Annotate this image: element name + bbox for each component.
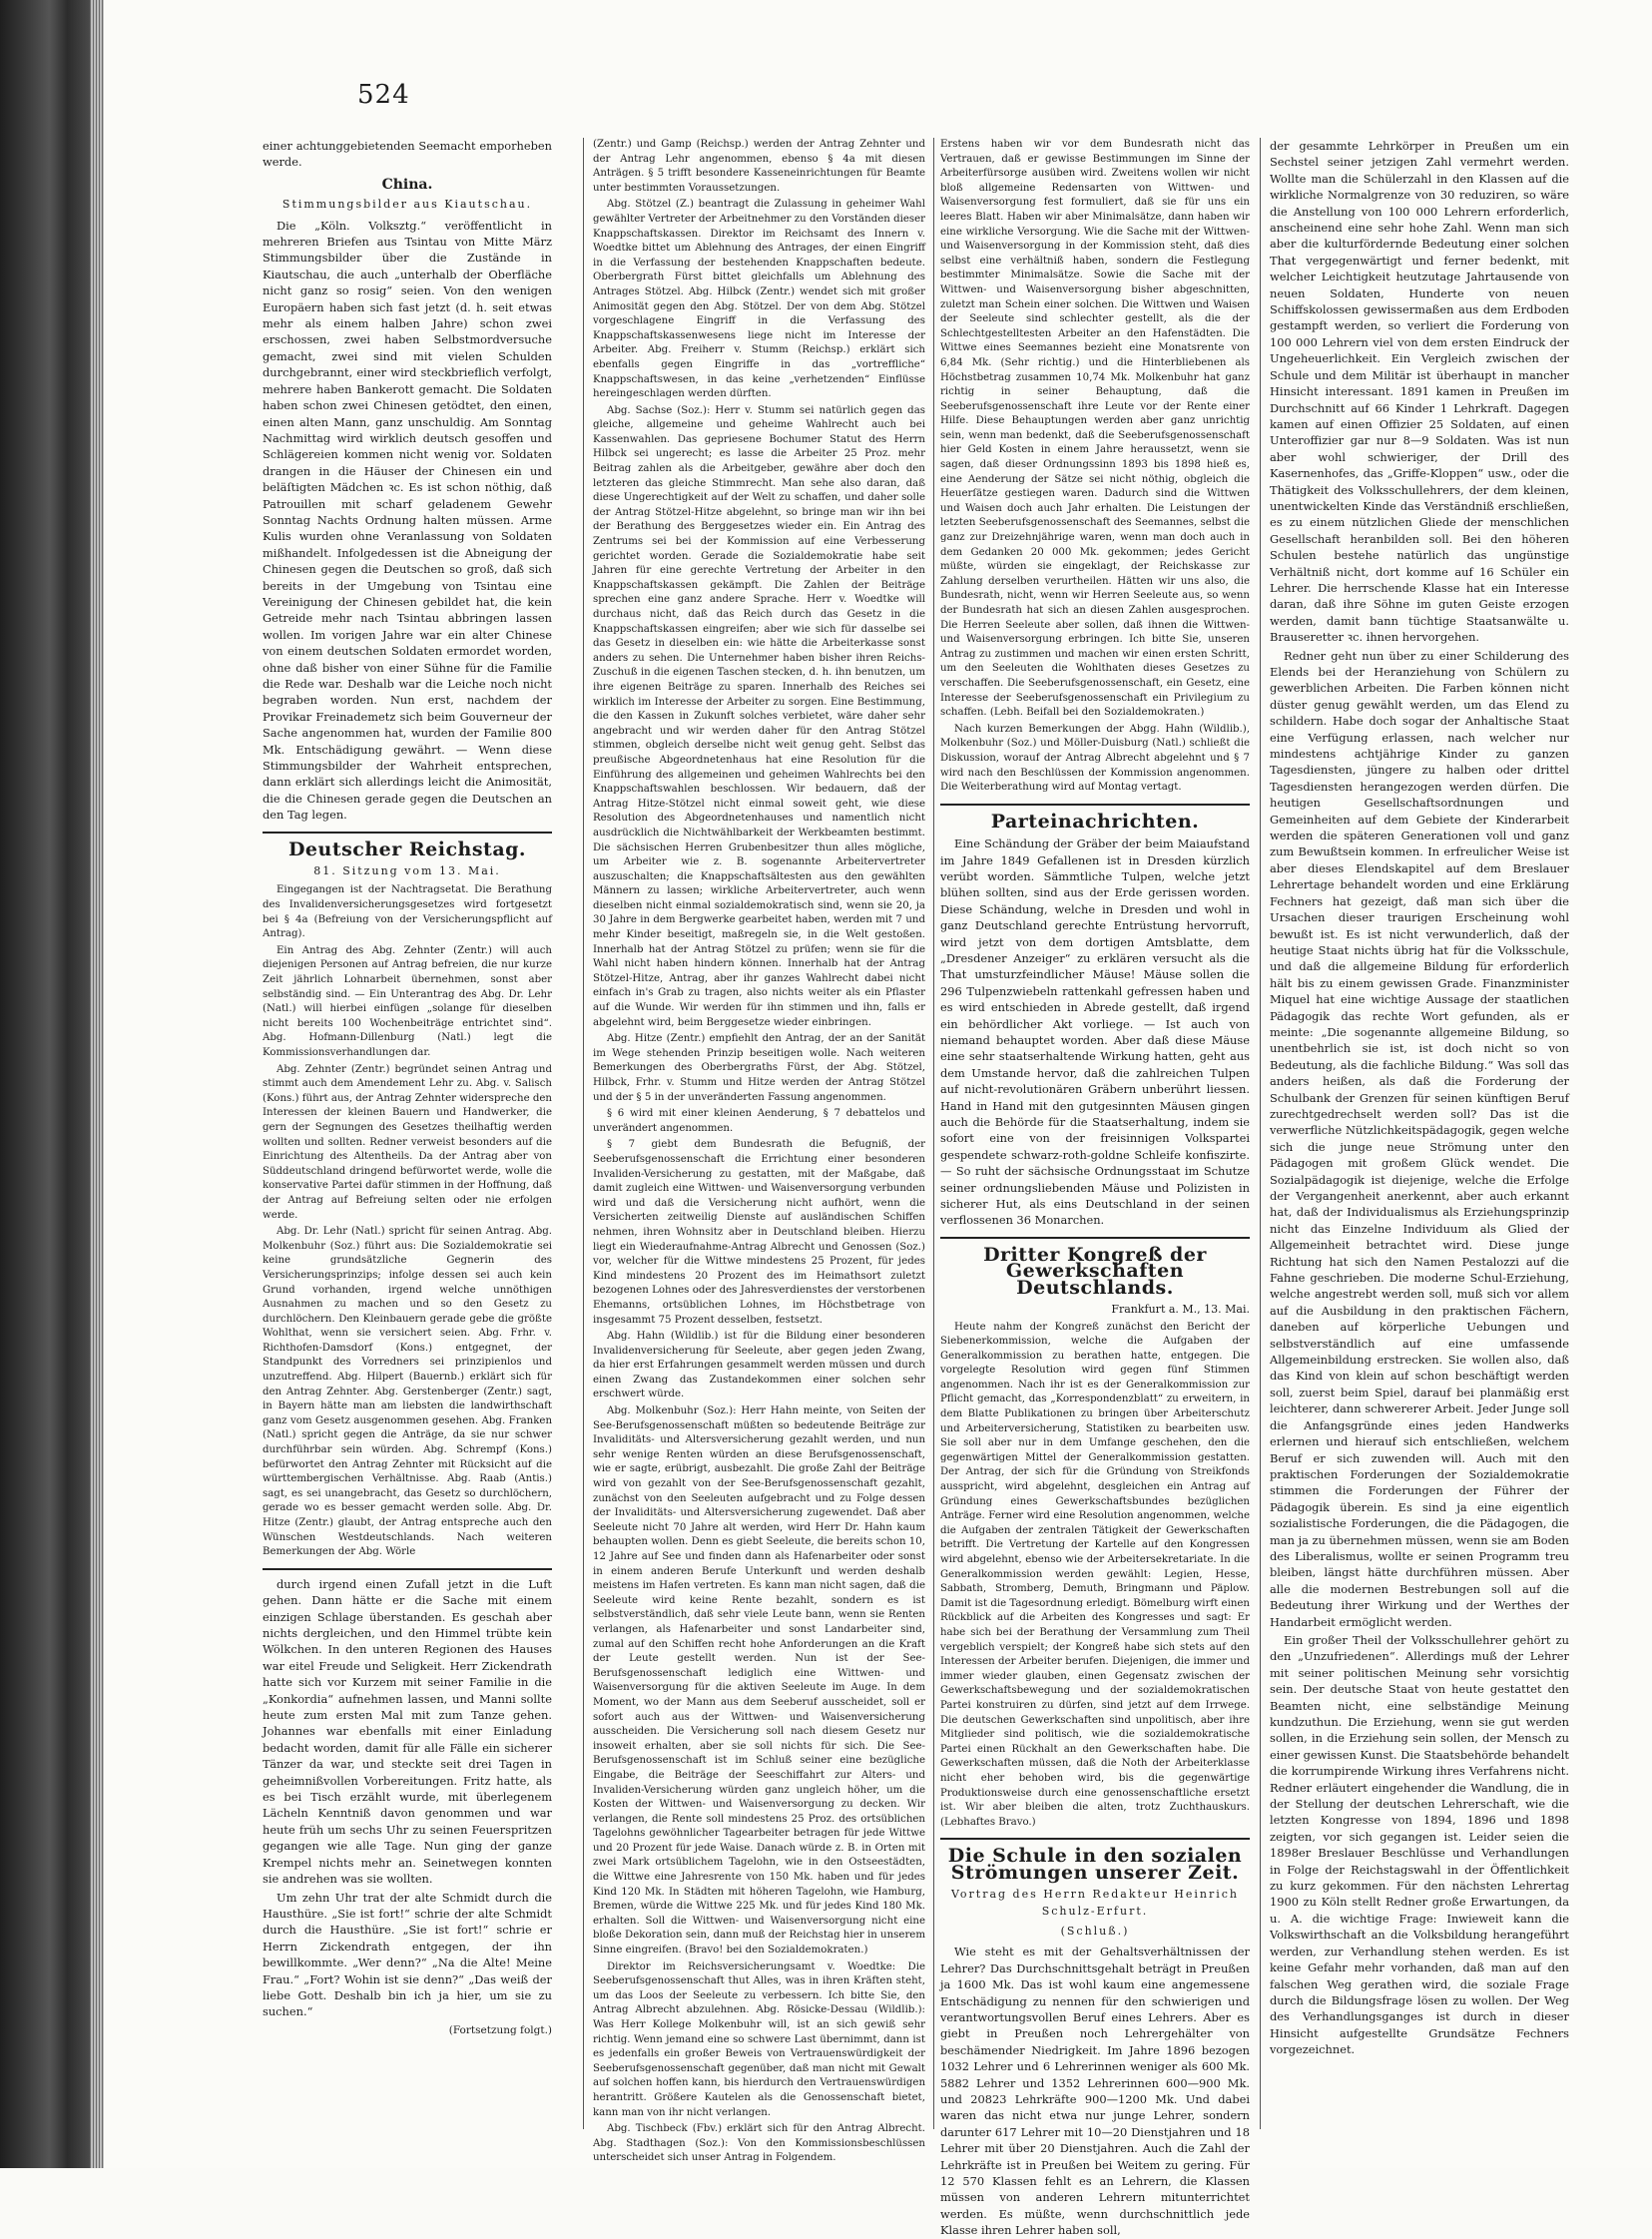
feuilleton-dialog: Um zehn Uhr trat der alte Schmidt durch die Hausthüre. „Sie ist fort!“ schrie der alte Schmidt durch die Hausthüre. „Sie ist fort!“ schrie er Herrn Zickendrath entgegen, der ihn bewillkommte. „Wer denn?“ „Na die Alte! Meine Frau.“ „Fort? Wohin ist sie denn?“ „Das weiß der liebe Gott. Deshalb bin ich ja hier, um sie zu suchen.“ bbox=[263, 1890, 552, 2019]
reichstag-paragraph: Abg. Hitze (Zentr.) empfiehlt den Antrag, der an der Sanität im Wege stehenden Prinzip beseitigen wolle. Nach weiteren Bemerkungen des Oberbergraths Fürst, der Abg. Stötzel, Hilbck, Frhr. v. Stumm und Hitze werden der Antrag Stötzel und der § 5 in der unveränderten Fassung angenommen. bbox=[593, 1033, 925, 1103]
schule-heading: Die Schule in den sozialen Strömungen unserer Zeit. bbox=[947, 1845, 1243, 1884]
reichstag-paragraph: Abg. Hahn (Wildlib.) ist für die Bildung einer besonderen Invalidenversicherung für Seeleute, aber gegen jeden Zwang, da hier erst Erfahrungen gesammelt werden müssen und durch einen Zwang das Zustandekommen einer solchen sehr erschwert würde. bbox=[593, 1331, 925, 1400]
column-4 bbox=[1270, 138, 1569, 2129]
kongress-dateline: Frankfurt a. M., 13. Mai. bbox=[1111, 1303, 1250, 1317]
section-rule bbox=[940, 1237, 1250, 1239]
reichstag-paragraph: Abg. Molkenbuhr (Soz.): Herr Hahn meinte, von Seiten der See-Berufsgenossenschaft müßten so bedeutende Beiträge zur Invaliditäts- und Altersversicherung gezahlt werden, und nun sehr wenige Renten würden an diese Berufsgenossenschaft, wie er sagte, erübrigt, ausbezahlt. Die große Zahl der Beiträge wird von gezahlt von der See-Berufsgenossenschaft gezahlt, zunächst von den Seeleuten aufgebracht und zu Folge dessen der Invaliditäts- und Altersversicherung zugewendet. Daß aber Seeleute nicht 70 Jahre alt werden, wird Herr Dr. Hahn kaum behaupten wollen. Denn es giebt Seeleute, die bereits schon 10, 12 Jahre auf See und finden dann als Hafenarbeiter oder sonst in einem anderen Berufe Unterkunft und werden deshalb meistens im Hafen vertreten. Es kann man nicht sagen, daß die Seeleute wird keine Rente bezahlt, sondern es ist selbstverständlich, daß sehr viele Leute bann, wenn sie Renten verlangen, als Hafenarbeiter und sonst Landarbeiter sind, zumal auf den Schiffen recht hohe Anforderungen an die Kraft der Leute gestellt werden. Nun ist der See-Berufsgenossenschaft lediglich eine Wittwen- und Waisenversorgung für die aktiven Seeleute im Auge. In dem Moment, wo der Mann aus dem Seeberuf ausscheidet, soll er sofort auch aus der Wittwen- und Waisenversicherung ausscheiden. Die Versicherung soll nach diesem Gesetz nur insoweit erhalten, aber sie soll nichts für sich. Die See-Berufsgenossenschaft ist im Schluß seiner eine bezügliche Eingabe, die Beiträge der Seeschiffahrt zur Alters- und Invaliden-Versicherung würden ganz ungleich höher, um die Kosten der Wittwen- und Waisenversorgung zu decken. Wir verlangen, die Rente soll mindestens 25 Proz. des ortsüblichen Tagelohns gewöhnlicher Tagearbeiter betragen für jede Wittwe und 20 Prozent für jede Waise. Danach würde z. B. in Orten mit zwei Mark ortsüblichem Tagelohn, wie in den Ostseestädten, die Wittwe eine Jahresrente von 150 Mk. haben und für jedes Kind 120 Mk. In Städten mit höheren Tagelohn, wie Hamburg, Bremen, würde die Wittwe 225 Mk. und für jedes Kind 180 Mk. erhalten. Soll die Wittwen- und Waisenversorgung nicht eine bloße Dekoration sein, dann muß der Reichstag hier in unserem Sinne eingreifen. (Bravo! bei den Sozialdemokraten.) bbox=[593, 1405, 925, 1957]
schule-article: Wie steht es mit der Gehaltsverhältnissen der Lehrer? Das Durchschnittsgehalt beträgt in Preußen ja 1600 Mk. Das ist wohl kaum eine angemessene Entschädigung zu nennen für den schwierigen und verantwortungsvollen Beruf eines Lehrers. Aber es giebt in Preußen noch Lehrergehälter von beschämender Niedrigkeit. Im Jahre 1896 bezogen 1032 Lehrer und 6 Lehrerinnen weniger als 600 Mk. 5882 Lehrer und 1352 Lehrerinnen 600—900 Mk. und 20823 Lehrkräfte 900—1200 Mk. Und dabei waren das nicht etwa nur junge Lehrer, sondern darunter 617 Lehrer mit 10—20 Dienstjahren und 18 Lehrer mit über 20 Dienstjahren. Auch die Zahl der Lehrkräfte ist in Preußen bei Weitem zu gering. Für 12 570 Klassen fehlt es an Lehrern, die Klassen müssen von anderen Lehrern mitunterrichtet werden. Es müßte, wenn durchschnittlich jede Klasse ihren Lehrer haben soll, bbox=[940, 1945, 1250, 2238]
reichstag-paragraph: Abg. Dr. Lehr (Natl.) spricht für seinen Antrag. Abg. Molkenbuhr (Soz.) führt aus: Die Sozialdemokratie sei keine grundsätzliche Gegnerin des Versicherungsprinzips; infolge dessen sei auch kein Grund vorhanden, irgend welche unnöthigen Ausnahmen zu machen und so den Gesetz zu durchlöchern. Den Kleinbauern gerade gebe die größte Wohlthat, wenn sie versichert seien. Abg. Frhr. v. Richthofen-Damsdorf (Kons.) entgegnet, der Standpunkt des Vorredners sei prinzipienlos und unzutreffend. Abg. Hilpert (Bauernb.) erklärt sich für den Antrag Zehnter. Abg. Gerstenberger (Zentr.) sagt, in Bayern hätte man am liebsten die landwirthschaft ganz vom Gesetz ausgenommen gesehen. Abg. Franken (Natl.) spricht gegen die Anträge, da sie nur schwer durchführbar sein würden. Abg. Schrempf (Kons.) befürwortet den Antrag Zehnter mit Rücksicht auf die württembergischen Verhältnisse. Abg. Raab (Antis.) sagt, es sei unangebracht, das Gesetz so durchlöchern, gerade wo es besser gemacht werden solle. Abg. Dr. Hitze (Zentr.) glaubt, der Antrag entspreche auch den Wünschen Westdeutschlands. Nach weiteren Bemerkungen der Abg. Wörle bbox=[263, 1226, 552, 1558]
reichstag-paragraph: (Zentr.) und Gamp (Reichsp.) werden der Antrag Zehnter und der Antrag Lehr angenommen, ebenso § 4a mit diesen Anträgen. § 5 trifft besondere Kasseneinrichtungen für Beamte unter bestimmten Voraussetzungen. bbox=[593, 139, 925, 194]
reichstag-heading: Deutscher Reichstag. bbox=[287, 838, 527, 860]
section-rule bbox=[940, 804, 1250, 806]
book-spine bbox=[0, 0, 90, 2168]
schule-article: der gesammte Lehrkörper in Preußen um ein Sechstel seiner jetzigen Zahl vermehrt werden. Wollte man die Schülerzahl in den Klassen auf die wirkliche Normalgrenze von 30 reduziren, so wäre die Anstellung von 100 000 Lehrern erforderlich, anscheinend eine sehr hohe Zahl. Wenn man sich aber die kulturfördernde Bedeutung einer solchen That vergegenwärtigt und ferner bedenkt, mit welcher Leichtigkeit heutzutage Jahrtausende von neuen Soldaten, Hunderte von neuen Schiffskolossen gewissermaßen aus dem Erdboden gestampft werden, so verliert die Forderung von 100 000 Lehrern viel von dem ersten Eindruck der Ungeheuerlichkeit. Ein Vergleich zwischen der Schule und dem Militär ist überhaupt in mancher Hinsicht interessant. 1891 kamen in Preußen im Durchschnitt auf 66 Kinder 1 Lehrkraft. Dagegen kamen auf einen Offizier 25 Soldaten, auf einen Unteroffizier gar nur 8—9 Soldaten. Was ist nun aber wohl schwieriger, der Drill des Kasernenhofes, das „Griffe-Kloppen“ usw., oder die Thätigkeit des Volksschullehrers, der dem kleinen, unentwickelten Kinde das Verständniß erschließen, es zu einem nützlichen Gliede der menschlichen Gesellschaft heranbilden soll. Bei den höheren Schulen bestehe natürlich das ungünstige Verhältniß nicht, dort komme auf 16 Schüler ein Lehrer. Die herrschende Klasse hat ein Interesse daran, daß ihre Söhne im guten Geiste erzogen werden, damit bann tüchtige Staatsanwälte u. Brauseretter ꝛc. ihnen hervorgehen. bbox=[1270, 139, 1569, 645]
section-rule bbox=[940, 1838, 1250, 1840]
reichstag-paragraph: Erstens haben wir vor dem Bundesrath nicht das Vertrauen, daß er gewisse Bestimmungen im Sinne der Arbeiterfürsorge ausüben wird. Zweitens wollen wir nicht bloß allgemeine Redensarten von Wittwen- und Waisenversorgung fest formuliert, daß sie für uns ein leeres Blatt. Haben wir aber Minimalsätze, dann haben wir eine wirkliche Versorgung. Wie die Sache mit der Wittwen- und Waisenversorgung in der Kommission steht, daß dies selbst eine verhältniß haben, sondern die Festlegung bestimmter Minimalsätze. Sowie die Sache mit der Wittwen- und Waisenversorgung bisher abgeschnitten, zuletzt man Schein einer solchen. Die Wittwen und Waisen der Seeleute sind schlechter gestellt, als die der Schlechtgestelltesten Arbeiter an den Hafenstädten. Die Wittwe eines Seemannes bezieht eine Monatsrente von 6,84 Mk. (Sehr richtig.) und die Hinterbliebenen als Höchstbetrag zusammen 10,74 Mk. Molkenbuhr hat ganz richtig in seiner Behauptung, daß die Seeberufsgenossenschaft ihre Leute vor der Rente einer Hilfe. Diese Behauptungen werden aber ganz unrichtig sein, wenn man bedenkt, daß die Seeberufsgenossenschaft hier Geld Kosten in einem Jahre heraussetzt, wenn sie sagen, daß dieser Ordnungssinn 1893 bis 1898 hieß es, eine Aenderung der Sätze sei nicht nöthig, obgleich die Heuerſätze gestiegen waren. Dadurch sind die Wittwen und Waisen doch auch Jahr erhalten. Die Leistungen der letzten Seeberufsgenossenschaft des Seemannes, selbst die ganz zur Dreizehnjährige waren, wenn man doch auch in dem Gedanken 20 000 Mk. gekommen; jedes Gericht müßte, würden sie eingeklagt, der Reichskasse zur Zahlung derselben verurtheilen. Hätten wir uns also, die Bundesrath, nicht, wenn wir Herren Seeleute aus, so wenn der Bundesrath hat sich an diesen Zahlen ausgesprochen. Die Herren Seeleute aber sollen, daß ihnen die Wittwen- und Waisenversorgung erbringen. Ich bitte Sie, unseren Antrag zu zustimmen und machen wir einen ersten Schritt, um den Seeleuten die Wohlthaten dieses Gesetzes zu verschaffen. Die Seeberufsgenossenschaft, ein Gesetz, eine Interesse der Seeberufsgenossenschaft ein Privilegium zu schaffen. (Lebh. Beifall bei den Sozialdemokraten.) bbox=[940, 139, 1250, 719]
schule-schluss: (Schluß.) bbox=[1060, 1924, 1130, 1938]
reichstag-paragraph: Abg. Zehnter (Zentr.) begründet seinen Antrag und stimmt auch dem Amendement Lehr zu. Abg. v. Salisch (Kons.) führt aus, der Antrag Zehnter widerspreche den Interessen der kleinen Bauern und Handwerker, die gern der Segnungen des Gesetzes theilhaftig werden wollten und sollten. Redner verweist besonders auf die Einrichtung des Altentheils. Da der Antrag aber von Süddeutschland dringend befürwortet werde, wolle die konservative Partei dafür stimmen in der Hoffnung, daß der Antrag auf Befreiung selten oder nie erfolgen werde. bbox=[263, 1063, 552, 1221]
page-edges bbox=[90, 0, 104, 2168]
schule-subheading: Vortrag des Herrn Redakteur Heinrich Schulz-Erfurt. bbox=[950, 1888, 1240, 1918]
reichstag-subheading: 81. Sitzung vom 13. Mai. bbox=[313, 864, 501, 878]
column-divider bbox=[1260, 138, 1261, 2129]
continued-note: (Fortsetzung folgt.) bbox=[448, 2023, 552, 2036]
column-divider bbox=[933, 138, 934, 2129]
partei-heading: Parteinachrichten. bbox=[990, 810, 1200, 833]
reichstag-paragraph: Nach kurzen Bemerkungen der Abgg. Hahn (Wildlib.), Molkenbuhr (Soz.) und Möller-Duisburg (Natl.) schließt die Diskussion, worauf der Antrag Albrecht abgelehnt und § 7 wird nach den Beschlüssen der Kommission angenommen. Die Weiterberathung wird auf Montag vertagt. bbox=[940, 723, 1250, 794]
china-subheading: Stimmungsbilder aus Kiautschau. bbox=[281, 198, 533, 212]
column-2 bbox=[593, 138, 925, 2164]
reichstag-paragraph: § 6 wird mit einer kleinen Aenderung, § 7 debattelos und unverändert angenommen. bbox=[593, 1108, 925, 1134]
reichstag-paragraph: Direktor im Reichsversicherungsamt v. Woedtke: Die Seeberufsgenossenschaft thut Alles, was in ihren Kräften steht, um das Loos der Seeleute zu verbessern. Ich bitte Sie, den Antrag Albrecht abzulehnen. Abg. Rösicke-Dessau (Wildlib.): Was Herr Kollege Molkenbuhr will, ist an sich gewiß sehr richtig. Wenn jemand eine so schwere Last übernimmt, dann ist es jedenfalls ein großer Beweis von Vertrauenswürdigkeit der Seeberufsgenossenschaft gegenüber, daß man nicht mit Gewalt auf solchen hoffen kann, bis hierdurch den Vertrauenswürdigen herantritt. Größere Kautelen als die Genossenschaft bietet, kann man von ihr nicht verlangen. bbox=[593, 1960, 925, 2118]
feuilleton-story: durch irgend einen Zufall jetzt in die Luft gehen. Dann hätte er die Sache mit einem einzigen Schlage überstanden. Es geschah aber nichts dergleichen, und den Himmel trübte kein Wölkchen. In den unteren Regionen des Hauses war eitel Freude und Seligkeit. Herr Zickendrath hatte sich vor Kurzem mit seiner Familie in die „Konkordia“ aufnehmen lassen, und Manni sollte heute zum ersten Mal mit zum Tanze gehen. Johannes war ebenfalls mit einer Einladung bedacht worden, damit für alle Fälle ein sicherer Tänzer da war, und steckte seit drei Tagen in geheimnißvollen Vorbereitungen. Fritz hatte, als es bei Tisch erzählt wurde, mit überlegenem Lächeln Kenntniß davon genommen und war heute früh um sechs Uhr zu seinen Feuerspritzen gegangen wie alle Tage. Nun ging der ganze Krempel nichts mehr an. Seinetwegen konnten sie andrehen was sie wollten. bbox=[263, 1576, 552, 1887]
section-rule bbox=[263, 832, 552, 834]
column-divider bbox=[583, 138, 584, 2129]
reichstag-paragraph: Abg. Tischbeck (Fbv.) erklärt sich für den Antrag Albrecht. Abg. Stadthagen (Soz.): Von den Kommissionsbeschlüssen unterscheidet sich unser Antrag in Folgendem. bbox=[593, 2123, 925, 2164]
schule-article: Redner geht nun über zu einer Schilderung des Elends bei der Heranziehung von Schülern zu gewerblichen Arbeiten. Die Farben können nicht düster genug gewählt werden, um das Elend zu schildern. Habe doch sogar der Anhaltische Staat eine Verfügung erlassen, nach welcher nur mindestens achtjährige Kinder zu ganzen Tagesdiensten, jüngere zu halben oder drittel Tagesdiensten herangezogen werden dürfen. Die heutigen Gesellschaftsordnungen und Gemeinheiten auf dem Gebiete der Kinderarbeit werden die späteren Generationen voll und ganz zum Bewußtsein kommen. In erfreulicher Weise ist aber dieses Elendskapitel auf dem Breslauer Lehrertage behandelt worden und eine Erklärung Fechners hat gezeigt, daß man sich über die Ursachen dieser traurigen Erscheinung wohl bewußt ist. Es ist nicht verwunderlich, daß der heutige Staat nichts übrig hat für die Volksschule, und daß die allgemeine Bildung für erforderlich hält bis zu einem gewissen Grade. Finanzminister Miquel hat eine wichtige Aussage der staatlichen Pädagogik das rechte Wort gefunden, als er meinte: „Die sogenannte allgemeine Bildung, so unentbehrlich sie ist, ist doch nicht so von Bedeutung, als die fachliche Bildung.“ Was soll das anders heißen, als daß die Forderung der Schulbank der Grenzen für seinen künftigen Beruf zurechtgedrechselt werden soll? Das ist die verwerfliche Nützlichkeitspädagogik, gegen welche sich die junge neue Strömung unter den Pädagogen mit großem Glück wendet. Die Sozialpädagogik ist diejenige, welche die Erfolge der Vergangenheit anerkennt, aber auch erkannt hat, daß der Individualismus als Erziehungsprinzip nicht das Einzelne Individuum als Glied der Allgemeinheit betrachtet wird. Diese junge Richtung hat sich den Namen Pestalozzi auf die Fahne geschrieben. Die moderne Schul-Erziehung, welche angestrebt werden soll, muß sich vor allem auf die Ausbildung in den praktischen Fächern, daneben auf körperliche Uebungen und selbstverständlich auf eine umfassende Allgemeinbildung erstrecken. Sie wollen also, daß das Kind von klein auf schon beschäftigt werden soll, zuerst beim Spiel, darauf bei planmäßig erst leichterer, dann schwererer Arbeit. Jeder Junge soll die Anfangsgründe eines jeden Handwerks erlernen und hierauf sich entschließen, welchem Beruf er sich zuwenden will. Auch mit den praktischen Forderungen der Sozialdemokratie stimmen die Forderungen der Führer der Pädagogik überein. Es sind ja eine eigentlich sozialistische Forderungen, die die Pädagogen, die man ja zu übernehmen müssen, wenn sie am Boden des Liberalismus, wollte er seinen Programm treu bleiben, längst hätte durchführen müssen. Aber alle die modernen Bestrebungen soll auf die Bedeutung ihrer Wirkung und der Werthes der Handarbeit ermöglicht werden. bbox=[1270, 648, 1569, 1629]
china-heading: China. bbox=[381, 176, 433, 193]
reichstag-paragraph: Abg. Sachse (Soz.): Herr v. Stumm sei natürlich gegen das gleiche, allgemeine und geheime Wahlrecht auch bei Kassenwahlen. Das gepriesene Bochumer Statut des Herrn Hilbck sei ungerecht; es lasse die Arbeiter 25 Proz. mehr Beitrag zahlen als die Arbeitgeber, gewähre aber doch den letzteren das gleiche Stimmrecht. Man sehe also daran, daß diese Ungerechtigkeit auf der Welt zu schaffen, und daher solle der Antrag Stötzel-Hitze abgelehnt, so bringe man wir ihn bei der Berathung des Berggesetzes wieder ein. Ein Antrag des Zentrums sei bei der Kommission auf eine Verbesserung gerichtet worden. Gerade die Sozialdemokratie habe seit Jahren für eine gerechte Vertretung der Arbeiter in den Knappschaftskassen gekämpft. Die Zahlen der Beiträge sprechen eine ganz andere Sprache. Herr v. Woedtke will durchaus nicht, daß das Reich durch das Gesetz in die Knappschaftskassen eingreifen; aber wie sich für dasselbe sei das Gesetz in dieselben ein: wie hätte die Arbeiterkasse sonst anders zu sehen. Die Unternehmer haben bisher ihren Reichs-Zuschuß in die eigenen Taschen stecken, d. h. ihn benutzen, um ihre eigenen Beiträge zu sparen. Innerhalb des Reiches sei wirklich im Interesse der Arbeiter zu sorgen. Eine Bestimmung, die den Kassen in Zukunft solches verbietet, wäre daher sehr angebracht und wir werden daher für den Antrag Stötzel stimmen, obgleich derselbe nicht weit genug geht. Selbst das preußische Abgeordnetenhaus hat eine Resolution für die Einführung des allgemeinen und geheimen Wahlrechts bei den Knappschaftswahlen beschlossen. Wir bedauern, daß der Antrag Hitze-Stötzel nicht einmal soweit geht, wie diese Resolution des Abgeordnetenhauses und namentlich nicht ausdrücklich die Nichtwählbarkeit der Werkbeamten bestimmt. Die sächsischen Herren Grubenbesitzer thun alles mögliche, um Arbeiter wie z. B. sogenannte Arbeitervertreter auszuschalten; die Knappschaftsältesten aus den gewählten Männern zu lassen; wirkliche Arbeitervertreter, auch wenn dieselben nicht einmal sozialdemokratisch sind, wenn sie 20, ja 30 Jahre in dem Bergwerke gearbeitet haben, werden mit 7 und mehr Kinder beseitigt, maßregeln sie, in die Welt gestoßen. Innerhalb hat der Antrag Stötzel zu prüfen; wenn sie für die Wahl nicht haben hindern können. Innerhalb hat der Antrag Stötzel-Hitze, Antrag, aber ihr ganzes Wahlrecht dabei nicht einfach in's Grab zu tragen, also nichts weiter als ein Pflaster auf die Wunde. Wir werden für ihn stimmen und ihn, falls er abgelehnt wird, beim Berggesetze wieder einbringen. bbox=[593, 404, 925, 1028]
intro-text: einer achtunggebietenden Seemacht emporheben werde. bbox=[263, 139, 552, 170]
reichstag-paragraph: § 7 giebt dem Bundesrath die Befugniß, der Seeberufsgenossenschaft die Errichtung einer besonderen Invaliden-Versicherung zu gestatten, mit der Maßgabe, daß damit zugleich eine Wittwen- und Waisenversorgung verbunden wird und daß die Versicherung nicht aufhört, wenn die Versicherten zeitweilig Dienste auf ausländischen Schiffen nehmen, ihren Wohnsitz aber in Deutschland bleiben. Hierzu liegt ein Wiederaufnahme-Antrag Albrecht und Genossen (Soz.) vor, welcher für die Wittwe mindestens 25 Prozent, für jedes Kind mindestens 20 Prozent des im Heimathsort zuletzt bezogenen Lohnes oder des Jahresverdienstes der verstorbenen Ehemanns, ortsüblichen Lohnes, im Höchstbetrage von insgesammt 75 Prozent desselben, festsetzt. bbox=[593, 1139, 925, 1326]
page-number: 524 bbox=[357, 80, 410, 110]
feuilleton-rule bbox=[263, 1568, 552, 1570]
partei-article: Eine Schändung der Gräber der beim Maiaufstand im Jahre 1849 Gefallenen ist in Dresden kürzlich verübt worden. Sämmtliche Tulpen, welche jetzt blühen sollten, sind aus der Erde gerissen worden. Diese Schändung, welche in Dresden und wohl in ganz Deutschland gerechte Entrüstung hervorruft, wird jetzt von dem dortigen Amtsblatte, dem „Dresdener Anzeiger“ zu erklären versucht als die That umsturzfeindlicher Mäuse! Mäuse sollen die 296 Tulpenzwiebeln rattenkahl gefressen haben und es wird entschieden in Abrede gestellt, daß irgend ein behördlicher Akt vorliege. — Ist auch von niemand behauptet worden. Aber daß diese Mäuse eine sehr staatserhaltende Wirkung hatten, geht aus dem Umstande hervor, daß die zahlreichen Tulpen auf nicht-revolutionären Gräbern unberührt liessen. Hand in Hand mit den gutgesinnten Mäusen gingen auch die Behörde für die Staatserhaltung, indem sie sofort eine von der freisinnigen Volkspartei gespendete schwarz-roth-goldne Schleife konfiszirte. — So ruht der sächsische Ordnungsstaat im Schutze seiner ordnungsliebenden Mäuse und Polizisten in sicherer Hut, als eins Deutschland in der seinen verflossenen 36 Monarchen. bbox=[940, 837, 1250, 1228]
column-1 bbox=[263, 138, 552, 2129]
column-3 bbox=[940, 138, 1250, 2238]
kongress-heading: Dritter Kongreß der Gewerkschaften Deutschlands. bbox=[983, 1243, 1207, 1299]
reichstag-paragraph: Eingegangen ist der Nachtragsetat. Die Berathung des Invalidenversicherungsgesetzes wird fortgesetzt bei § 4a (Befreiung von der Versicherungspflicht auf Antrag). bbox=[263, 884, 552, 940]
reichstag-paragraph: Abg. Stötzel (Z.) beantragt die Zulassung in geheimer Wahl gewählter Vertreter der Arbeitnehmer zu den Vorständen dieser Knappschaftskassen. Direktor im Reichsamt des Innern v. Woedtke bittet um Ablehnung des Antrages, der einen Eingriff in die Verfassung der bestehenden Knappschaften bedeute. Oberbergrath Fürst bittet gleichfalls um Ablehnung des Antrages Stötzel. Abg. Hilbck (Zentr.) wendet sich mit großer Animosität gegen den Abg. Stötzel. Der von dem Abg. Stötzel vorgeschlagene Eingriff in die Verfassung des Knappschaftskassenwesens liege nicht im Interesse der Arbeiter. Abg. Freiherr v. Stumm (Reichsp.) erklärt sich ebenfalls gegen Eingriffe in das „vortreffliche“ Knappschaftswesen, in das keine „verhetzenden“ Einflüsse hereingeschlagen werden dürften. bbox=[593, 199, 925, 400]
kongress-article: Heute nahm der Kongreß zunächst den Bericht der Siebenerkommission, welche die Aufgaben der Generalkommission zu berathen hatte, entgegen. Die vorgelegte Resolution wird gegen fünf Stimmen angenommen. Nach ihr ist es der Generalkommission zur Pflicht gemacht, das „Korrespondenzblatt“ zu erweitern, in dem Blatte Publikationen zu bringen über Arbeiterschutz und Arbeiterversicherung, Statistiken zu bearbeiten usw. Sie soll aber nur in dem Umfange geschehen, den die gegenwärtigen Mittel der Generalkommission gestatten. Der Antrag, der sich für die Gründung von Streikfonds ausspricht, wird abgelehnt, desgleichen ein Antrag auf Gründung eines Gewerkschaftsbundes bezüglichen Anträge. Ferner wird eine Resolution angenommen, welche die Aufgaben der zentralen Tätigkeit der Gewerkschaften betrifft. Die Vertretung der Kartelle auf den Kongressen wird abgelehnt, ebenso wie der Arbeitersekretariate. In die Generalkommission werden gewählt: Legien, Hesse, Sabbath, Stromberg, Demuth, Bringmann und Päplow. Damit ist die Tagesordnung erledigt. Bömelburg wirft einen Rückblick auf die Arbeiten des Kongresses und sagt: Er habe sich bei der Berathung der Versammlung zum Theil vergeblich verspielt; der Kongreß habe sich stets auf den Interessen der Arbeiter berufen. Diejenigen, die immer und immer wieder glauben, einen Gegensatz zwischen der Gewerkschaftsbewegung und der sozialdemokratischen Partei konstruiren zu dürfen, sind jetzt auf dem Irrwege. Die deutschen Gewerkschaften sind unpolitisch, aber ihre Mitglieder sind politisch, wie die sozialdemokratische Partei einen Rückhalt an den Gewerkschaften habe. Die Gewerkschaften müssen, daß die Noth der Arbeiterklasse nicht eher behoben wird, bis die gegenwärtige Produktionsweise durch eine genossenschaftliche ersetzt ist. Wir aber bleiben die alten, trotz Zuchthauskurs. (Lebhaftes Bravo.) bbox=[940, 1321, 1250, 1828]
reichstag-paragraph: Ein Antrag des Abg. Zehnter (Zentr.) will auch diejenigen Personen auf Antrag befreien, die nur kurze Zeit jährlich Lohnarbeit übernehmen, sonst aber selbständig sind. — Ein Unterantrag des Abg. Dr. Lehr (Natl.) will hierbei einfügen „solange für dieselben nicht bereits 100 Wochenbeiträge entrichtet sind“. Abg. Hofmann-Dillenburg (Natl.) legt die Kommissionsverhandlungen dar. bbox=[263, 944, 552, 1058]
china-article: Die „Köln. Volksztg.“ veröffentlicht in mehreren Briefen aus Tsintau von Mitte März Stimmungsbilder über die Zustände in Kiautschau, die auch „unterhalb der Oberfläche nicht ganz so rosig“ seien. Von den wenigen Europäern haben sich fast jetzt (d. h. seit etwas mehr als einem halben Jahre) schon zwei erschossen, zwei haben Selbstmordversuche gemacht, zwei sind mit vielen Schulden durchgebrannt, einer wird steckbrieflich verfolgt, mehrere haben Bankerott gemacht. Die Soldaten haben schon zwei Chinesen getödtet, den einen, einen alten Mann, ganz unschuldig. Am Sonntag Nachmittag wird wirklich deutsch gesoffen und Schlägereien kommen nicht wenig vor. Soldaten drangen in die Häuser der Chinesen ein und beläſtigten Mädchen ꝛc. Es ist schon nöthig, daß Patrouillen mit scharf geladenem Gewehr Sonntag Nachts Ordnung halten müssen. Arme Kulis wurden ohne Veranlassung von Soldaten mißhandelt. Infolgedessen ist die Abneigung der Chinesen gegen die Deutschen so groß, daß sich bereits in der Umgebung von Tsintau eine Vereinigung der Chinesen gebildet hat, die kein Getreide mehr nach Tsintau abbringen lassen wollen. Im vorigen Jahre war ein alter Chinese von einem deutschen Soldaten ermordet worden, ohne daß bisher von einer Sühne für die Familie die Rede war. Deshalb war die Leiche noch nicht begraben worden. Nun erst, nachdem der Provikar Freinademetz sich beim Gouverneur der Sache angenommen hat, wurden der Familie 800 Mk. Entschädigung gewährt. — Wenn diese Stimmungsbilder der Wahrheit entsprechen, dann erklärt sich allerdings leicht die Animosität, die die Chinesen gerade gegen die Deutschen an den Tag legen. bbox=[263, 218, 552, 823]
schule-article: Ein großer Theil der Volksschullehrer gehört zu den „Unzufriedenen“. Allerdings muß der Lehrer mit seiner politischen Meinung sehr vorsichtig sein. Der deutsche Staat von heute gestattet den Beamten nicht, eine selbständige Meinung kundzuthun. Die Erziehung, wenn sie gut werden sollen, in die Erziehung sein sollen, der Mensch zu einer gewissen Kunst. Die Staatsbehörde behandelt die korrumpirende Wirkung ihres Verfahrens nicht. Redner erläutert eingehender die Wandlung, die in der Stellung der deutschen Lehrerschaft, wie die letzten Kongresse von 1894, 1896 und 1898 zeigten, vor sich gegangen ist. Leider seien die 1898er Breslauer Beschlüsse und Verhandlungen in Folge der Reichstagswahl in der Öffentlichkeit zu kurz gekommen. Für den nächsten Lehrertag 1900 zu Köln stellt Redner große Erwartungen, da u. A. die wichtige Frage: Inwieweit kann die Volkswirthschaft an die Volksbildung herangeführt werden, zur Verhandlung stehen werden. Es ist keine Gefahr mehr vorhanden, daß man auf den falschen Weg gerathen wird, die soziale Frage durch die Bildungsfrage lösen zu wollen. Der Weg des Verhandlungsganges ist durch in dieser Hinsicht aufgestellte Grundsätze Fechners vorgezeichnet. bbox=[1270, 1632, 1569, 2057]
